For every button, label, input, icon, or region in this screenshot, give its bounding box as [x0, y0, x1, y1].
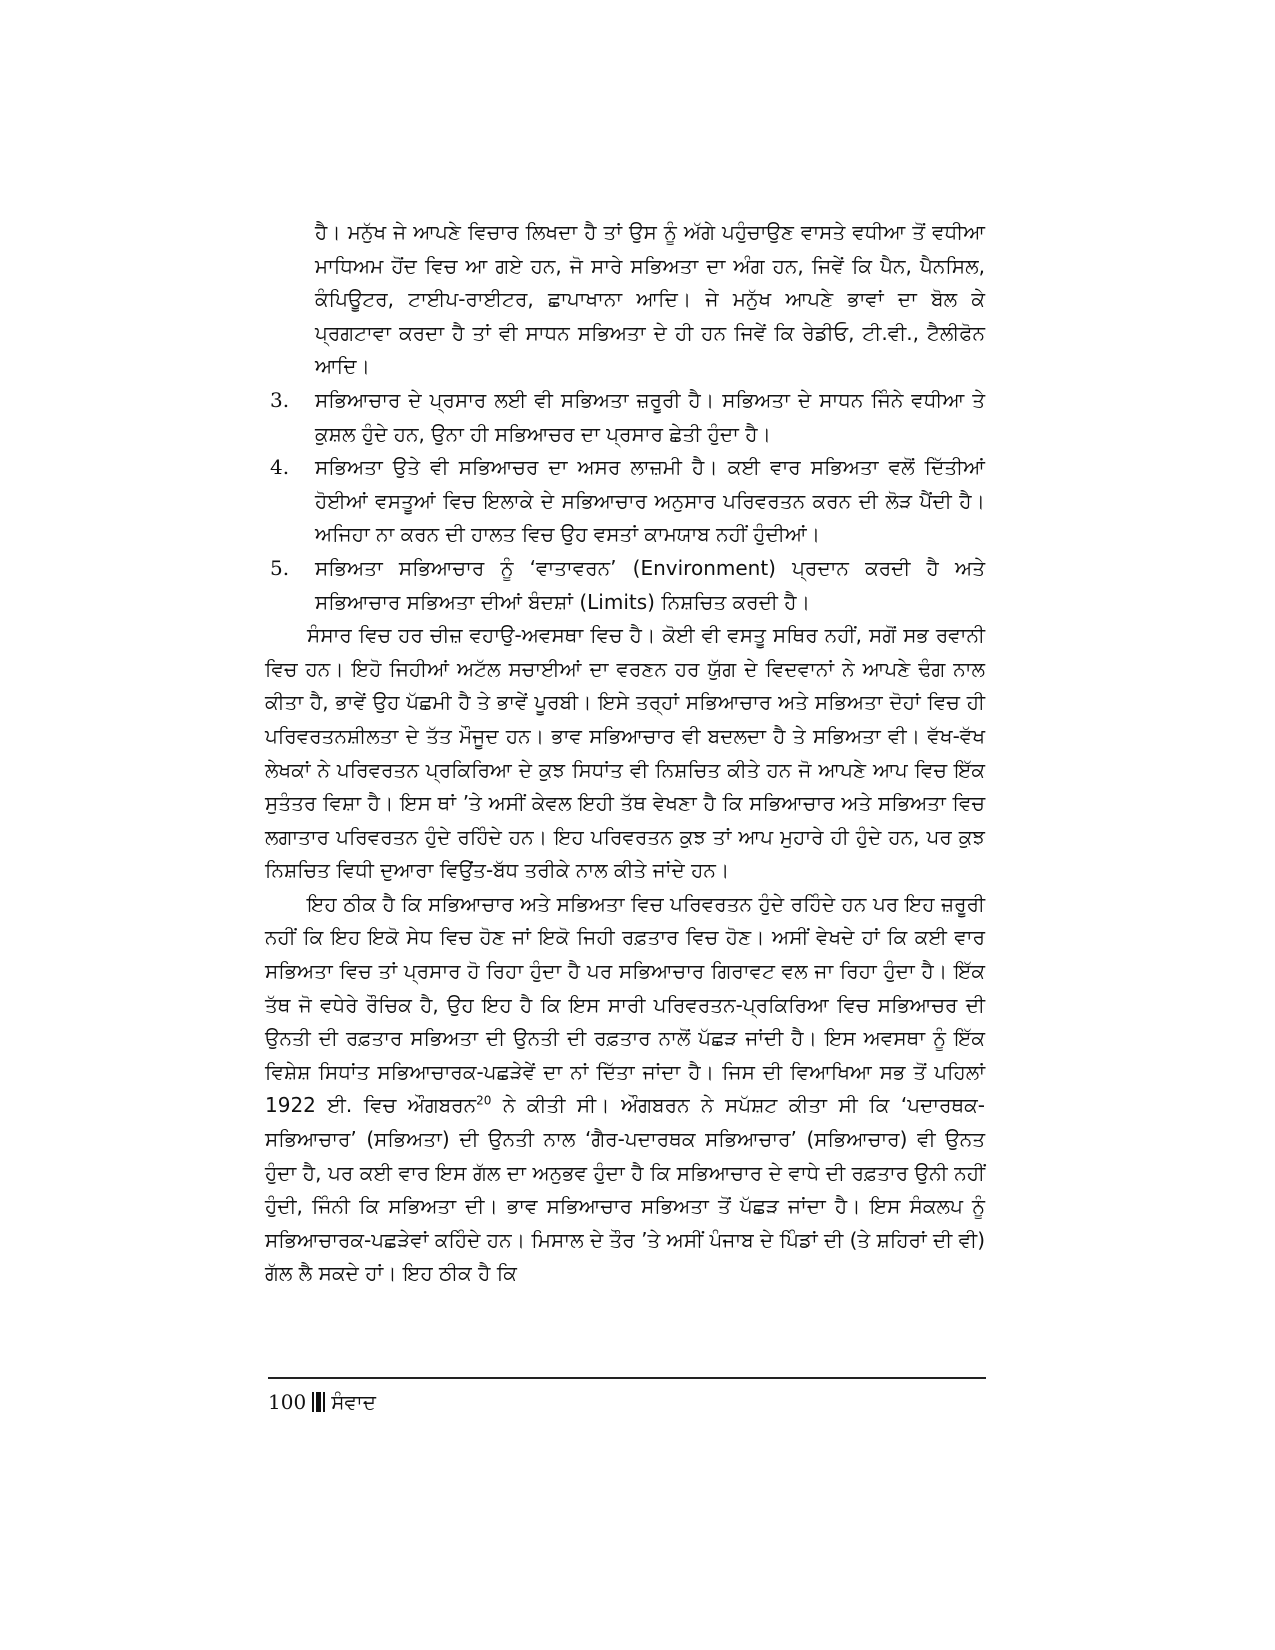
list-text: ਸਭਿਆਚਾਰ ਦੇ ਪ੍ਰਸਾਰ ਲਈ ਵੀ ਸਭਿਅਤਾ ਜ਼ਰੂਰੀ ਹੈ। ਸਭਿਅਤਾ ਦੇ ਸਾਧਨ ਜਿੰਨੇ ਵਧੀਆ ਤੇ ਕੁਸ਼ਲ ਹੁੰਦੇ ਹਨ, ਉਨਾ ਹੀ ਸਭਿਆਚਰ ਦਾ ਪ੍ਰਸਾਰ ਛੇਤੀ ਹੁੰਦਾ ਹੈ। [315, 387, 985, 446]
paragraph-2-text-b: ਨੇ ਕੀਤੀ ਸੀ। ਔਗਬਰਨ ਨੇ ਸਪੱਸ਼ਟ ਕੀਤਾ ਸੀ ਕਿ ‘ਪਦਾਰਥਕ-ਸਭਿਆਚਾਰ’ (ਸਭਿਅਤਾ) ਦੀ ਉਨਤੀ ਨਾਲ ‘ਗੈਰ-ਪਦਾਰਥਕ ਸਭਿਆਚਾਰ’ (ਸਭਿਆਚਾਰ) ਵੀ ਉਨਤ ਹੁੰਦਾ ਹੈ, ਪਰ ਕਈ ਵਾਰ ਇਸ ਗੱਲ ਦਾ ਅਨੁਭਵ ਹੁੰਦਾ ਹੈ ਕਿ ਸਭਿਆਚਾਰ ਦੇ ਵਾਧੇ ਦੀ ਰਫ਼ਤਾਰ ਉਨੀ ਨਹੀਂ ਹੁੰਦੀ, ਜਿੰਨੀ ਕਿ ਸਭਿਅਤਾ ਦੀ। ਭਾਵ ਸਭਿਆਚਾਰ ਸਭਿਅਤਾ ਤੋਂ ਪੱਛੜ ਜਾਂਦਾ ਹੈ। ਇਸ ਸੰਕਲਪ ਨੂੰ ਸਭਿਆਚਾਰਕ-ਪਛੜੇਵਾਂ ਕਹਿੰਦੇ ਹਨ। ਮਿਸਾਲ ਦੇ ਤੌਰ ’ਤੇ ਅਸੀਂ ਪੰਜਾਬ ਦੇ ਪਿੰਡਾਂ ਦੀ (ਤੇ ਸ਼ਹਿਰਾਂ ਦੀ ਵੀ) ਗੱਲ ਲੈ ਸਕਦੇ ਹਾਂ। ਇਹ ਠੀਕ ਹੈ ਕਿ [265, 1093, 985, 1286]
continuation-paragraph: ਹੈ। ਮਨੁੱਖ ਜੇ ਆਪਣੇ ਵਿਚਾਰ ਲਿਖਦਾ ਹੈ ਤਾਂ ਉਸ ਨੂੰ ਅੱਗੇ ਪਹੁੰਚਾਉਣ ਵਾਸਤੇ ਵਧੀਆ ਤੋਂ ਵਧੀਆ ਮਾਧਿਅਮ ਹੋਂਦ ਵਿਚ ਆ ਗਏ ਹਨ, ਜੋ ਸਾਰੇ ਸਭਿਅਤਾ ਦਾ ਅੰਗ ਹਨ, ਜਿਵੇਂ ਕਿ ਪੈਨ, ਪੈਨਸਿਲ, ਕੰਪਿਊਟਰ, ਟਾਈਪ-ਰਾਈਟਰ, ਛਾਪਾਖਾਨਾ ਆਦਿ। ਜੇ ਮਨੁੱਖ ਆਪਣੇ ਭਾਵਾਂ ਦਾ ਬੋਲ ਕੇ ਪ੍ਰਗਟਾਵਾ ਕਰਦਾ ਹੈ ਤਾਂ ਵੀ ਸਾਧਨ ਸਭਿਅਤਾ ਦੇ ਹੀ ਹਨ ਜਿਵੇਂ ਕਿ ਰੇਡੀਓ, ਟੀ.ਵੀ., ਟੈਲੀਫੋਨ ਆਦਿ। [315, 220, 985, 379]
paragraph-2 [265, 888, 985, 1291]
footnote-marker[interactable]: 20 [476, 1093, 492, 1108]
footer-divider [268, 1377, 986, 1379]
paragraph-1: ਸੰਸਾਰ ਵਿਚ ਹਰ ਚੀਜ਼ ਵਹਾਉ-ਅਵਸਥਾ ਵਿਚ ਹੈ। ਕੋਈ ਵੀ ਵਸਤੂ ਸਥਿਰ ਨਹੀਂ, ਸਗੋਂ ਸਭ ਰਵਾਨੀ ਵਿਚ ਹਨ। ਇਹੋ ਜਿਹੀਆਂ ਅਟੱਲ ਸਚਾਈਆਂ ਦਾ ਵਰਣਨ ਹਰ ਯੁੱਗ ਦੇ ਵਿਦਵਾਨਾਂ ਨੇ ਆਪਣੇ ਢੰਗ ਨਾਲ ਕੀਤਾ ਹੈ, ਭਾਵੇਂ ਉਹ ਪੱਛਮੀ ਹੈ ਤੇ ਭਾਵੇਂ ਪੂਰਬੀ। ਇਸੇ ਤਰ੍ਹਾਂ ਸਭਿਆਚਾਰ ਅਤੇ ਸਭਿਅਤਾ ਦੋਹਾਂ ਵਿਚ ਹੀ ਪਰਿਵਰਤਨਸ਼ੀਲਤਾ ਦੇ ਤੱਤ ਮੌਜੂਦ ਹਨ। ਭਾਵ ਸਭਿਆਚਾਰ ਵੀ ਬਦਲਦਾ ਹੈ ਤੇ ਸਭਿਅਤਾ ਵੀ। ਵੱਖ-ਵੱਖ ਲੇਖਕਾਂ ਨੇ ਪਰਿਵਰਤਨ ਪ੍ਰਕਿਰਿਆ ਦੇ ਕੁਝ ਸਿਧਾਂਤ ਵੀ ਨਿਸ਼ਚਿਤ ਕੀਤੇ ਹਨ ਜੋ ਆਪਣੇ ਆਪ ਵਿਚ ਇੱਕ ਸੁਤੰਤਰ ਵਿਸ਼ਾ ਹੈ। ਇਸ ਥਾਂ ’ਤੇ ਅਸੀਂ ਕੇਵਲ ਇਹੀ ਤੱਥ ਵੇਖਣਾ ਹੈ ਕਿ ਸਭਿਆਚਾਰ ਅਤੇ ਸਭਿਅਤਾ ਵਿਚ ਲਗਾਤਾਰ ਪਰਿਵਰਤਨ ਹੁੰਦੇ ਰਹਿੰਦੇ ਹਨ। ਇਹ ਪਰਿਵਰਤਨ ਕੁਝ ਤਾਂ ਆਪ ਮੁਹਾਰੇ ਹੀ ਹੁੰਦੇ ਹਨ, ਪਰ ਕੁਝ ਨਿਸ਼ਚਿਤ ਵਿਧੀ ਦੁਆਰਾ ਵਿਉਂਤ-ਬੱਧ ਤਰੀਕੇ ਨਾਲ ਕੀਤੇ ਜਾਂਦੇ ਹਨ। [265, 623, 985, 883]
page-footer [268, 1388, 376, 1416]
list-number: 4. [270, 455, 290, 480]
list-item-3 [265, 384, 985, 451]
paragraph-2-text-a: ਇਹ ਠੀਕ ਹੈ ਕਿ ਸਭਿਆਚਾਰ ਅਤੇ ਸਭਿਅਤਾ ਵਿਚ ਪਰਿਵਰਤਨ ਹੁੰਦੇ ਰਹਿੰਦੇ ਹਨ ਪਰ ਇਹ ਜ਼ਰੂਰੀ ਨਹੀਂ ਕਿ ਇਹ ਇਕੋ ਸੇਧ ਵਿਚ ਹੋਣ ਜਾਂ ਇਕੋ ਜਿਹੀ ਰਫ਼ਤਾਰ ਵਿਚ ਹੋਣ। ਅਸੀਂ ਵੇਖਦੇ ਹਾਂ ਕਿ ਕਈ ਵਾਰ ਸਭਿਅਤਾ ਵਿਚ ਤਾਂ ਪ੍ਰਸਾਰ ਹੋ ਰਿਹਾ ਹੁੰਦਾ ਹੈ ਪਰ ਸਭਿਆਚਾਰ ਗਿਰਾਵਟ ਵਲ ਜਾ ਰਿਹਾ ਹੁੰਦਾ ਹੈ। ਇੱਕ ਤੱਥ ਜੋ ਵਧੇਰੇ ਰੌਚਿਕ ਹੈ, ਉਹ ਇਹ ਹੈ ਕਿ ਇਸ ਸਾਰੀ ਪਰਿਵਰਤਨ-ਪ੍ਰਕਿਰਿਆ ਵਿਚ ਸਭਿਆਚਰ ਦੀ ਉਨਤੀ ਦੀ ਰਫ਼ਤਾਰ ਸਭਿਅਤਾ ਦੀ ਉਨਤੀ ਦੀ ਰਫ਼ਤਾਰ ਨਾਲੋਂ ਪੱਛੜ ਜਾਂਦੀ ਹੈ। ਇਸ ਅਵਸਥਾ ਨੂੰ ਇੱਕ ਵਿਸ਼ੇਸ਼ ਸਿਧਾਂਤ ਸਭਿਆਚਾਰਕ-ਪਛੜੇਵੇਂ ਦਾ ਨਾਂ ਦਿੱਤਾ ਜਾਂਦਾ ਹੈ। ਜਿਸ ਦੀ ਵਿਆਖਿਆ ਸਭ ਤੋਂ ਪਹਿਲਾਂ 1922 ਈ. ਵਿਚ ਔਗਬਰਨ [265, 891, 985, 1118]
triple-bar-icon [312, 1392, 325, 1412]
book-title: ਸੰਵਾਦ [331, 1390, 376, 1414]
list-number: 5. [270, 555, 290, 580]
list-text: ਸਭਿਅਤਾ ਸਭਿਆਚਾਰ ਨੂੰ ‘ਵਾਤਾਵਰਨ’ (Environment) ਪ੍ਰਦਾਨ ਕਰਦੀ ਹੈ ਅਤੇ ਸਭਿਆਚਾਰ ਸਭਿਅਤਾ ਦੀਆਂ ਬੰਦਸ਼ਾਂ (Limits) ਨਿਸ਼ਚਿਤ ਕਰਦੀ ਹੈ। [315, 555, 985, 614]
list-item-5 [265, 552, 985, 619]
body-text [265, 216, 985, 1291]
list-item-4 [265, 451, 985, 552]
list-text: ਸਭਿਅਤਾ ਉਤੇ ਵੀ ਸਭਿਆਚਰ ਦਾ ਅਸਰ ਲਾਜ਼ਮੀ ਹੈ। ਕਈ ਵਾਰ ਸਭਿਅਤਾ ਵਲੋਂ ਦਿੱਤੀਆਂ ਹੋਈਆਂ ਵਸਤੂਆਂ ਵਿਚ ਇਲਾਕੇ ਦੇ ਸਭਿਆਚਾਰ ਅਨੁਸਾਰ ਪਰਿਵਰਤਨ ਕਰਨ ਦੀ ਲੋੜ ਪੈਂਦੀ ਹੈ। ਅਜਿਹਾ ਨਾ ਕਰਨ ਦੀ ਹਾਲਤ ਵਿਚ ਉਹ ਵਸਤਾਂ ਕਾਮਯਾਬ ਨਹੀਂ ਹੁੰਦੀਆਂ। [315, 455, 985, 547]
page-number: 100 [268, 1390, 307, 1414]
list-number: 3. [270, 387, 290, 412]
